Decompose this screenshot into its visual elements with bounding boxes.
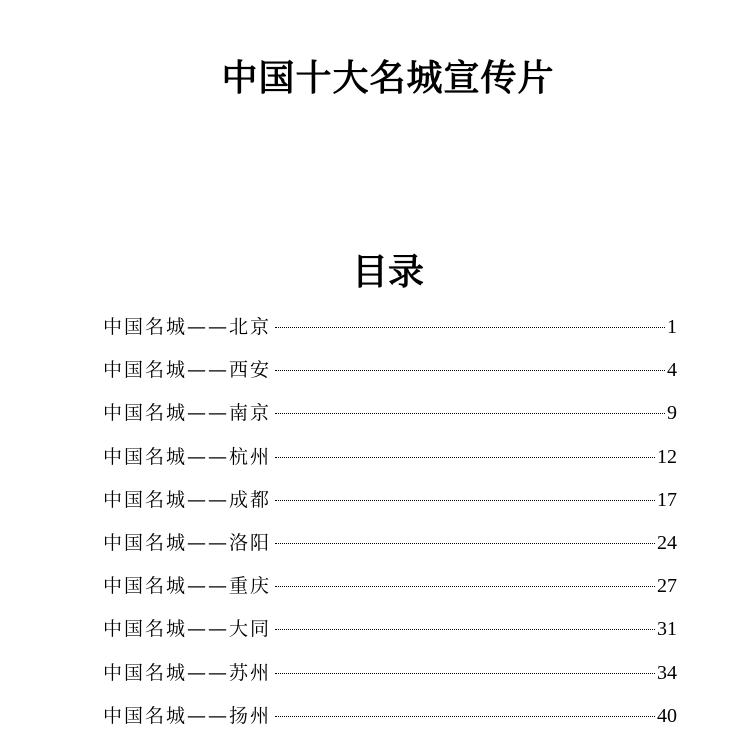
toc-entry-label: 中国名城——洛阳 bbox=[103, 531, 272, 554]
toc-dot-leader bbox=[275, 457, 655, 458]
toc-entry-page: 31 bbox=[657, 618, 677, 641]
toc-entry-page: 34 bbox=[657, 661, 677, 684]
table-of-contents bbox=[103, 306, 677, 738]
toc-entry-page: 40 bbox=[657, 704, 677, 727]
toc-dot-leader bbox=[275, 586, 655, 587]
toc-entry[interactable] bbox=[103, 436, 677, 479]
toc-entry[interactable] bbox=[103, 306, 677, 349]
toc-entry[interactable] bbox=[103, 608, 677, 651]
toc-dot-leader bbox=[275, 500, 655, 501]
toc-entry-page: 24 bbox=[657, 531, 677, 554]
toc-entry[interactable] bbox=[103, 565, 677, 608]
toc-heading: 目录 bbox=[351, 251, 424, 293]
toc-entry-label: 中国名城——扬州 bbox=[103, 704, 272, 727]
toc-entry[interactable] bbox=[103, 652, 677, 695]
toc-entry-label: 中国名城——南京 bbox=[103, 402, 272, 425]
toc-entry[interactable] bbox=[103, 479, 677, 522]
toc-entry-page: 1 bbox=[667, 316, 677, 338]
toc-entry-label: 中国名城——苏州 bbox=[103, 661, 272, 684]
toc-entry-label: 中国名城——重庆 bbox=[103, 575, 272, 598]
toc-entry[interactable] bbox=[103, 392, 677, 435]
toc-dot-leader bbox=[275, 327, 665, 328]
toc-dot-leader bbox=[275, 413, 665, 414]
toc-entry-label: 中国名城——成都 bbox=[103, 488, 272, 511]
toc-dot-leader bbox=[275, 716, 655, 717]
toc-entry-label: 中国名城——西安 bbox=[103, 359, 272, 382]
toc-dot-leader bbox=[275, 543, 655, 544]
toc-entry[interactable] bbox=[103, 522, 677, 565]
toc-dot-leader bbox=[275, 673, 655, 674]
toc-entry-label: 中国名城——大同 bbox=[103, 618, 272, 641]
toc-entry-page: 4 bbox=[667, 359, 677, 382]
toc-dot-leader bbox=[275, 370, 665, 371]
toc-entry-page: 27 bbox=[657, 575, 677, 598]
toc-dot-leader bbox=[275, 629, 655, 630]
toc-entry[interactable] bbox=[103, 695, 677, 738]
toc-entry-page: 12 bbox=[657, 445, 677, 468]
toc-entry-page: 17 bbox=[657, 488, 677, 511]
toc-entry[interactable] bbox=[103, 349, 677, 392]
page-title: 中国十大名城宣传片 bbox=[221, 57, 555, 99]
toc-entry-label: 中国名城——北京 bbox=[103, 316, 272, 338]
toc-entry-label: 中国名城——杭州 bbox=[103, 445, 272, 468]
toc-entry-page: 9 bbox=[667, 402, 677, 425]
